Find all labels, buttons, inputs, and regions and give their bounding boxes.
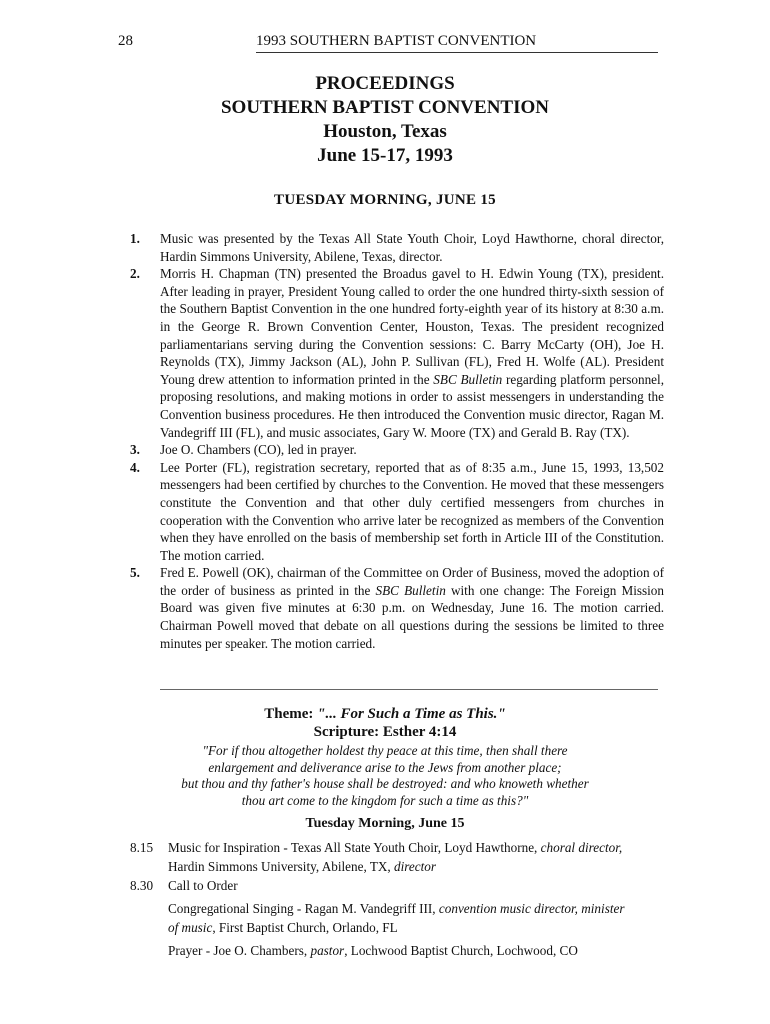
- schedule-line: [168, 941, 670, 960]
- verse-line: enlargement and deliverance arise to the Jews from another place;: [208, 759, 562, 775]
- title-convention: SOUTHERN BAPTIST CONVENTION: [220, 97, 549, 118]
- schedule-time: 8.15: [130, 840, 154, 855]
- schedule-role: choral director,: [540, 840, 623, 855]
- publication-title: SBC Bulletin: [433, 371, 503, 387]
- schedule-entry: [130, 838, 670, 876]
- item-text: [160, 265, 664, 441]
- list-item: [130, 265, 664, 441]
- running-title: 1993 SOUTHERN BAPTIST CONVENTION: [256, 33, 537, 49]
- scripture-line: [0, 723, 770, 741]
- schedule-time: 8.30: [130, 878, 154, 893]
- publication-title: SBC Bulletin: [375, 582, 446, 598]
- scripture-reference: Esther 4:14: [382, 724, 457, 740]
- scripture-label: Scripture:: [313, 724, 380, 740]
- schedule-line: [168, 899, 670, 918]
- title-dates: June 15-17, 1993: [317, 145, 453, 166]
- schedule-text: Hardin Simmons University, Abilene, TX,: [168, 859, 395, 874]
- title-proceedings: PROCEEDINGS: [315, 73, 455, 94]
- item-text-part: Morris H. Chapman (TN) presented the Broadus gavel to H. Edwin Young (TX), president. After leading in prayer, President Young called to order the one hundred thirty-sixth session of the Southern Baptist Convention in the one hundred forty-eighth year of its history at 8:30 a.m. in the George R. Brown Convention Center, Houston, Texas. The president recognized parliamentarians serving during the Convention sessions: C. Barry McCarty (OH), Joe H. Reynolds (TX), Jimmy Jackson (AL), John P. Sullivan (FL), Fred H. Wolfe (AL). President Young drew attention to information printed in the: [160, 266, 664, 387]
- theme-label: Theme:: [264, 706, 314, 722]
- list-item: [130, 459, 664, 565]
- schedule-role: convention music director, minister: [438, 901, 625, 916]
- list-item: [130, 230, 664, 265]
- item-number: 5.: [130, 565, 140, 581]
- item-number: 4.: [130, 459, 140, 475]
- schedule-text: , First Baptist Church, Orlando, FL: [212, 920, 398, 935]
- header-rule: [256, 52, 658, 53]
- schedule-line: [168, 838, 670, 857]
- verse-line: "For if thou altogether holdest thy peace at this time, then shall there: [202, 743, 568, 758]
- list-item: [130, 564, 664, 652]
- item-text-part: regarding platform personnel, proposing resolutions, and making motions in order to assist messengers in understanding the Convention business procedures. He then introduced the Convention music director, Ragan M. Vandegriff III (FL), and music associates, Gary W. Moore (TX) and Gerald B. Ray (TX).: [160, 371, 664, 440]
- item-text-part: with one change: The Foreign Mission Board was given five minutes at 6:30 p.m. on Wednesday, June 16. The motion carried. Chairman Powell moved that debate on all questions during the sessions be limited to three minutes per speaker. The motion carried.: [160, 582, 664, 651]
- item-text: [160, 564, 664, 652]
- item-text: Music was presented by the Texas All State Youth Choir, Loyd Hawthorne, choral director, Hardin Simmons University, Abilene, Texas, director.: [160, 231, 664, 264]
- schedule-heading: Tuesday Morning, June 15: [305, 816, 465, 831]
- item-number: 1.: [130, 231, 140, 246]
- schedule-role: of music: [168, 920, 213, 935]
- schedule-line: [168, 857, 670, 876]
- order-of-business: [130, 838, 670, 960]
- section-divider: [160, 689, 658, 690]
- schedule-line: [168, 918, 670, 937]
- schedule-role: pastor: [310, 943, 345, 958]
- verse-line: thou art come to the kingdom for such a time as this?": [241, 792, 529, 808]
- verse-line: but thou and thy father's house shall be destroyed: and who knoweth whether: [181, 776, 589, 791]
- proceedings-list: [130, 230, 664, 652]
- schedule-role: director: [394, 859, 437, 874]
- page-number: 28: [118, 33, 133, 49]
- schedule-text: Prayer - Joe O. Chambers,: [168, 943, 311, 958]
- theme-block: [0, 705, 770, 741]
- theme-text: "... For Such a Time as This.": [317, 706, 506, 722]
- title-location: Houston, Texas: [323, 121, 447, 142]
- item-number: 2.: [130, 266, 140, 282]
- schedule-text: Congregational Singing - Ragan M. Vandegriff III,: [168, 901, 439, 916]
- scripture-verse: [0, 743, 770, 809]
- schedule-entry: [130, 876, 670, 960]
- session-heading: TUESDAY MORNING, JUNE 15: [274, 192, 496, 208]
- item-text: Joe O. Chambers (CO), led in prayer.: [160, 442, 357, 458]
- running-header: [118, 33, 658, 53]
- item-text: Lee Porter (FL), registration secretary, reported that as of 8:35 a.m., June 15, 1993, 13,502 messengers had been certified by churches to the Convention. He moved that these messengers constitute the Convention and that other duly certified messengers from churches in cooperation with the Convention who arrive later be recognized as members of the Convention when they have enrolled on the basis of membership set forth in Article III of the Constitution. The motion carried.: [160, 459, 664, 563]
- theme-line: [0, 705, 770, 723]
- schedule-text: Music for Inspiration - Texas All State Youth Choir, Loyd Hawthorne,: [168, 840, 541, 855]
- item-number: 3.: [130, 442, 140, 458]
- item-text-part: Fred E. Powell (OK), chairman of the Committee on Order of Business, moved the adoption of the order of business as printed in the: [160, 565, 664, 598]
- schedule-title: Call to Order: [168, 878, 238, 893]
- title-block: [0, 72, 770, 168]
- list-item: [130, 441, 664, 459]
- schedule-text: , Lochwood Baptist Church, Lochwood, CO: [344, 943, 578, 958]
